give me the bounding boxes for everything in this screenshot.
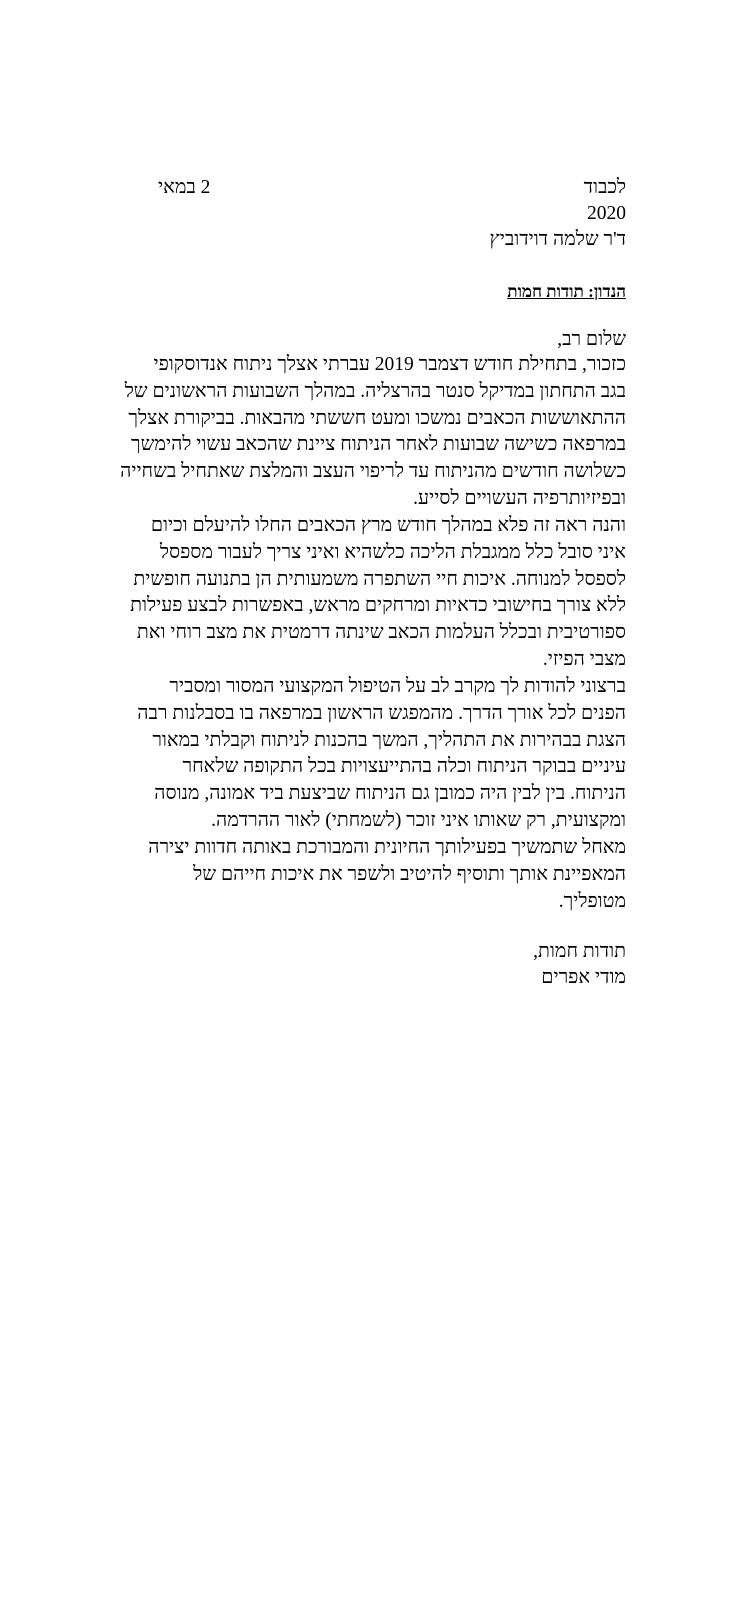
- recipient-name: ד'ר שלמה דוידוביץ: [489, 229, 626, 250]
- paragraph-line: איני סובל כלל ממגבלת הליכה כלשהיא ואיני צריך לעבור מספסל: [159, 541, 626, 563]
- recipient-line-1: לכבוד: [583, 177, 626, 198]
- paragraph-line: ההתאוששות הכאבים נמשכו ומעט חששתי מהבאות. בביקורת אצלך: [128, 407, 626, 429]
- paragraph-line: מטופליך.: [558, 890, 626, 912]
- greeting: שלום רב,: [557, 329, 626, 350]
- paragraph-line: ללא צורך בחישובי כדאיות ומרחקים מראש, באפשרות לבצע פעילות: [130, 595, 626, 617]
- paragraph-line: לספסל למנוחה. איכות חיי השתפרה משמעותית הן בתנועה חופשית: [133, 568, 626, 590]
- date-year: 2020: [587, 203, 626, 224]
- subject-line: הנדון: תודות חמות: [507, 282, 626, 301]
- paragraph-line: עיניים בבוקר הניתוח וכלה בהתייעצויות בכל התקופה שלאחר: [182, 756, 626, 778]
- paragraph-2: [106, 513, 626, 674]
- paragraph-line: הצגת בבהירות את התהליך, המשך בהכנות לניתוח וקבלתי במאור: [152, 729, 626, 751]
- paragraph-line: ברצוני להודות לך מקרב לב על הטיפול המקצועי המסור ומסביר: [169, 676, 626, 697]
- paragraph-4: [106, 835, 626, 915]
- paragraph-3: [106, 674, 626, 835]
- paragraph-line: ספורטיבית ובכלל העלמות הכאב שינתה דרמטית את מצב רוחי ואת: [136, 622, 626, 644]
- paragraph-line: ומקצועית, רק שאותו איני זוכר (לשמחתי) לאור ההרדמה.: [211, 809, 626, 831]
- paragraph-line: הפנים לכל אורך הדרך. מהמפגש הראשון במרפאה בו בסבלנות רבה: [137, 702, 626, 724]
- paragraph-line: המאפיינת אותך ותוסיף להיטיב ולשפר את איכות חייהם של: [193, 863, 626, 885]
- date-day-month: 2 במאי: [158, 177, 211, 198]
- paragraph-line: כזכור, בתחילת חודש דצמבר 2019 עברתי אצלך ניתוח אנדוסקופי: [153, 354, 626, 375]
- paragraph-line: במרפאה כשישה שבועות לאחר הניתוח ציינת שהכאב עשוי להימשך: [131, 434, 626, 456]
- paragraph-1: [106, 352, 626, 513]
- paragraph-line: מאחל שתמשיך בפעילותך החיונית והמבורכת באותה חדוות יצירה: [148, 837, 626, 858]
- closing-line: תודות חמות,: [533, 941, 626, 962]
- paragraph-line: הניתוח. בין לבין היה כמובן גם הניתוח שביצעת ביד אמונה, מנוסה: [154, 783, 626, 805]
- signature-name: מודי אפרים: [541, 967, 626, 988]
- paragraph-line: כשלושה חודשים מהניתוח עד לריפוי העצב והמלצת שאתחיל בשחייה: [120, 461, 626, 483]
- paragraph-line: ובפיזיותרפיה העשויים לסייע.: [413, 487, 626, 509]
- paragraph-line: בגב התחתון במדיקל סנטר בהרצליה. במהלך השבועות הראשונים של: [124, 380, 626, 402]
- paragraph-line: מצבי הפיזי.: [542, 648, 626, 670]
- paragraph-line: והנה ראה זה פלא במהלך חודש מרץ הכאבים החלו להיעלם וכיום: [150, 515, 626, 536]
